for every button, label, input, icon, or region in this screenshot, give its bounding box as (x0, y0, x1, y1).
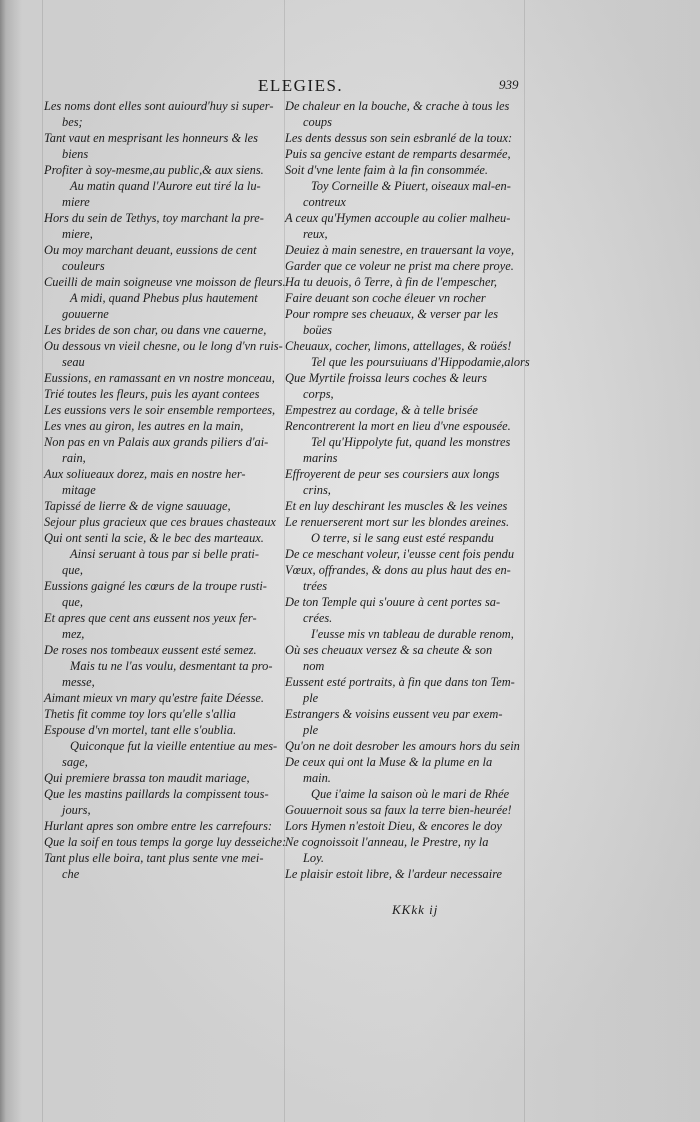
verse-line: gouuerne (62, 307, 109, 321)
verse-line: main. (303, 771, 331, 785)
verse-line: Les brides de son char, ou dans vne cauerne, (44, 323, 267, 337)
verse-line: contreux (303, 195, 346, 209)
verse-line: Ou moy marchant deuant, eussions de cent (44, 243, 257, 257)
verse-line: Au matin quand l'Aurore eut tiré la lu- (70, 179, 261, 193)
verse-line: Que Myrtile froissa leurs coches & leurs (285, 371, 487, 385)
verse-line: sage, (62, 755, 88, 769)
verse-line: Trié toutes les fleurs, puis les ayant contees (44, 387, 260, 401)
verse-line: Aimant mieux vn mary qu'estre faite Déesse. (44, 691, 264, 705)
verse-line: trées (303, 579, 328, 593)
verse-line: Vœux, offrandes, & dons au plus haut des en- (285, 563, 511, 577)
verse-line: Ha tu deuois, ô Terre, à fin de l'empescher, (285, 275, 498, 289)
page-number: 939 (499, 77, 519, 92)
verse-line: Rencontrerent la mort en lieu d'vne espousée. (285, 419, 511, 433)
verse-line: Tel qu'Hippolyte fut, quand les monstres (311, 435, 511, 449)
verse-line: Eussions gaigné les cœurs de la troupe rusti- (44, 579, 267, 593)
page-header (40, 76, 560, 96)
verse-line: boües (303, 323, 332, 337)
verse-line: Quiconque fut la vieille ententiue au mes- (70, 739, 278, 753)
verse-line: Deuiez à main senestre, en trauersant la voye, (285, 243, 515, 257)
verse-line: Et en luy deschirant les muscles & les veines (285, 499, 508, 513)
right-verse-column (285, 98, 530, 882)
verse-line: che (62, 867, 80, 881)
verse-line: Profiter à soy-mesme,au public,& aux siens. (44, 163, 264, 177)
verse-line: que, (62, 595, 83, 609)
verse-line: De chaleur en la bouche, & crache à tous les (285, 99, 510, 113)
verse-line: Tapissé de lierre & de vigne sauuage, (44, 499, 231, 513)
verse-line: Pour rompre ses cheuaux, & verser par les (285, 307, 499, 321)
verse-line: Hurlant apres son ombre entre les carrefours: (44, 819, 273, 833)
verse-line: Que la soif en tous temps la gorge luy desseiche: (44, 835, 287, 849)
verse-line: O terre, si le sang eust esté respandu (311, 531, 494, 545)
verse-line: messe, (62, 675, 95, 689)
verse-line: rain, (62, 451, 86, 465)
verse-line: Qui premiere brassa ton maudit mariage, (44, 771, 250, 785)
verse-line: Le plaisir estoit libre, & l'ardeur necessaire (285, 867, 503, 881)
rule-line (42, 0, 43, 1122)
verse-line: crées. (303, 611, 333, 625)
verse-line: Garder que ce voleur ne prist ma chere proye. (285, 259, 514, 273)
verse-line: mez, (62, 627, 85, 641)
running-title: ELEGIES. (258, 76, 344, 95)
verse-line: ple (303, 723, 319, 737)
verse-line: Les vnes au giron, les autres en la main, (44, 419, 244, 433)
verse-line: Gouuernoit sous sa faux la terre bien-heurée! (285, 803, 512, 817)
verse-line: Loy. (303, 851, 324, 865)
verse-line: Thetis fit comme toy lors qu'elle s'allia (44, 707, 236, 721)
verse-line: Effroyerent de peur ses coursiers aux longs (285, 467, 500, 481)
verse-line: De roses nos tombeaux eussent esté semez. (44, 643, 257, 657)
verse-line: Faire deuant son coche éleuer vn rocher (285, 291, 486, 305)
verse-line: Hors du sein de Tethys, toy marchant la pre- (44, 211, 264, 225)
verse-line: Ou dessous vn vieil chesne, ou le long d'vn ruis- (44, 339, 283, 353)
verse-line: Estrangers & voisins eussent veu par exem- (285, 707, 503, 721)
verse-line: jours, (62, 803, 91, 817)
verse-line: Ne cognoissoit l'anneau, le Prestre, ny la (285, 835, 489, 849)
verse-line: Lors Hymen n'estoit Dieu, & encores le doy (285, 819, 502, 833)
verse-line: Que les mastins paillards la compissent tous- (44, 787, 269, 801)
signature-mark: KKkk ij (392, 902, 439, 917)
verse-line: Espouse d'vn mortel, tant elle s'oublia. (44, 723, 237, 737)
verse-line: couleurs (62, 259, 105, 273)
verse-line: mitage (62, 483, 96, 497)
verse-line: Tel que les poursuiuans d'Hippodamie,alors (311, 355, 530, 369)
verse-line: Sejour plus gracieux que ces braues chasteaux (44, 515, 276, 529)
verse-line: Et apres que cent ans eussent nos yeux fer- (44, 611, 257, 625)
verse-line: crins, (303, 483, 331, 497)
verse-line: Où ses cheuaux versez & sa cheute & son (285, 643, 493, 657)
verse-line: seau (62, 355, 85, 369)
verse-line: biens (62, 147, 89, 161)
verse-line: miere, (62, 227, 93, 241)
verse-line: Soit d'vne lente faim à la fin consommée. (285, 163, 488, 177)
verse-line: A midi, quand Phebus plus hautement (70, 291, 258, 305)
verse-line: bes; (62, 115, 83, 129)
verse-line: Les eussions vers le soir ensemble remportees, (44, 403, 276, 417)
verse-line: Qu'on ne doit desrober les amours hors du sein (285, 739, 520, 753)
verse-line: Les noms dont elles sont auiourd'huy si super- (44, 99, 274, 113)
verse-line: De ce meschant voleur, i'eusse cent fois pendu (285, 547, 515, 561)
verse-line: reux, (303, 227, 328, 241)
verse-line: Qui ont senti la scie, & le bec des marteaux. (44, 531, 264, 545)
verse-line: Le renuerserent mort sur les blondes areines. (285, 515, 510, 529)
verse-line: Toy Corneille & Piuert, oiseaux mal-en- (311, 179, 511, 193)
verse-line: Puis sa gencive estant de remparts desarmée, (285, 147, 511, 161)
left-verse-column (44, 98, 287, 882)
verse-line: Cheuaux, cocher, limons, attellages, & roüés! (285, 339, 512, 353)
verse-line: Eussent esté portraits, à fin que dans ton Tem- (285, 675, 515, 689)
verse-line: Mais tu ne l'as voulu, desmentant ta pro- (70, 659, 273, 673)
verse-line: Que i'aime la saison où le mari de Rhée (311, 787, 510, 801)
rule-line (524, 0, 525, 1122)
verse-line: Cueilli de main soigneuse vne moisson de fleurs. (44, 275, 286, 289)
verse-line: corps, (303, 387, 334, 401)
verse-line: Les dents dessus son sein esbranlé de la toux: (285, 131, 513, 145)
verse-line: nom (303, 659, 325, 673)
verse-line: ple (303, 691, 319, 705)
verse-line: Non pas en vn Palais aux grands piliers d'ai- (44, 435, 269, 449)
verse-line: I'eusse mis vn tableau de durable renom, (311, 627, 514, 641)
verse-line: De ceux qui ont la Muse & la plume en la (285, 755, 493, 769)
verse-line: miere (62, 195, 90, 209)
verse-line: Tant vaut en mesprisant les honneurs & les (44, 131, 258, 145)
verse-line: Aux soliueaux dorez, mais en nostre her- (44, 467, 246, 481)
verse-line: marins (303, 451, 338, 465)
verse-line: Eussions, en ramassant en vn nostre monceau, (44, 371, 275, 385)
verse-line: A ceux qu'Hymen accouple au colier malheu- (285, 211, 511, 225)
verse-line: Tant plus elle boira, tant plus sente vne mei- (44, 851, 264, 865)
verse-line: De ton Temple qui s'ouure à cent portes sa- (285, 595, 501, 609)
verse-line: que, (62, 563, 83, 577)
verse-line: Ainsi seruant à tous par si belle prati- (70, 547, 259, 561)
verse-line: Empestrez au cordage, & à telle brisée (285, 403, 478, 417)
verse-line: coups (303, 115, 332, 129)
